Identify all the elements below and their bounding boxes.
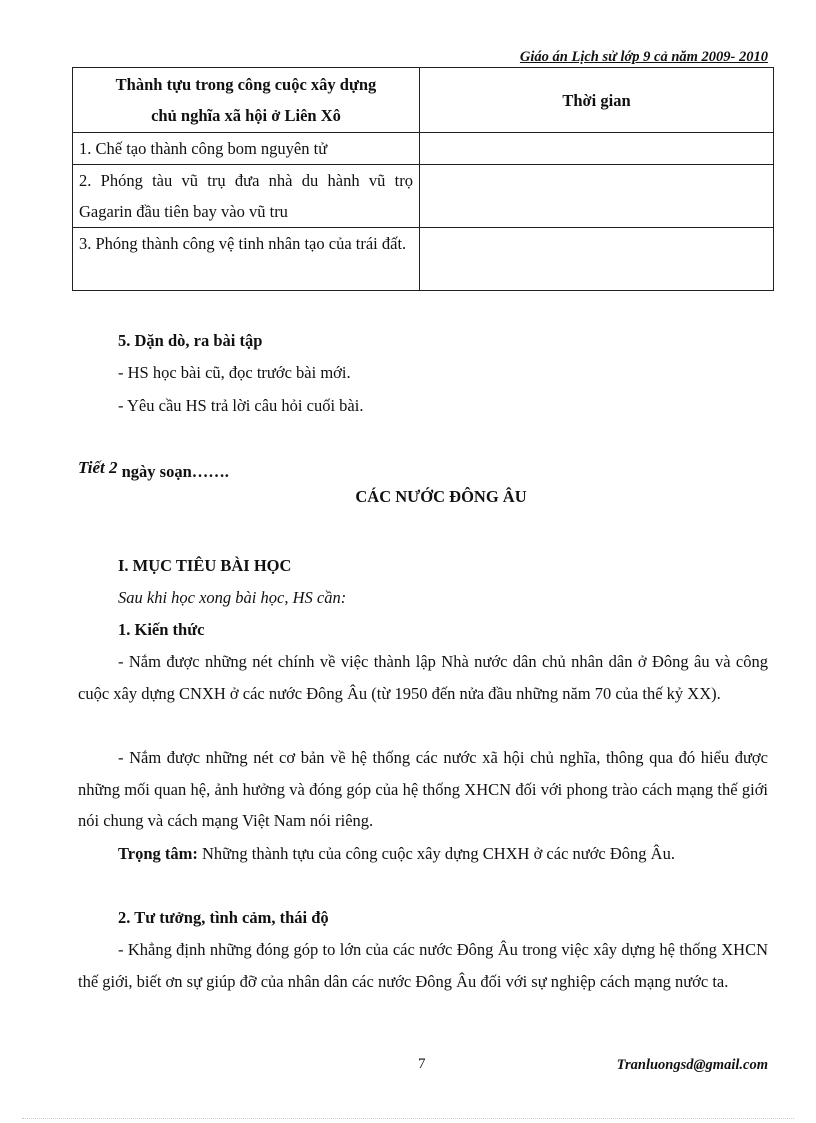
achievement-cell: 3. Phóng thành công vệ tinh nhân tạo của trái đất. bbox=[73, 228, 420, 291]
focus-paragraph bbox=[78, 838, 768, 870]
time-cell bbox=[420, 228, 774, 291]
focus-label: Trọng tâm: bbox=[118, 844, 198, 863]
attitude-paragraph: - Khẳng định những đóng góp to lớn của các nước Đông Âu trong việc xây dựng hệ thống XHCN thế giới, biết ơn sự giúp đỡ của nhân dân các nước Đông Âu đối với sự nghiệp cách mạng nước ta. bbox=[78, 940, 768, 991]
lesson-title: CÁC NƯỚC ĐÔNG ÂU bbox=[355, 487, 527, 506]
achievement-header-line2: chủ nghĩa xã hội ở Liên Xô bbox=[151, 106, 341, 125]
focus-text: Những thành tựu của công cuộc xây dựng CHXH ở các nước Đông Âu. bbox=[197, 844, 675, 863]
achievement-cell: 2. Phóng tàu vũ trụ đưa nhà du hành vũ trọ Gagarin đầu tiên bay vào vũ tru bbox=[73, 165, 420, 228]
homework-heading: 5. Dặn dò, ra bài tập bbox=[118, 331, 263, 350]
achievements-table bbox=[72, 67, 774, 291]
attitude-heading: 2. Tư tưởng, tình cảm, thái độ bbox=[118, 908, 329, 927]
homework-item: - Yêu cầu HS trả lời câu hỏi cuối bài. bbox=[118, 396, 364, 415]
achievement-cell: 1. Chế tạo thành công bom nguyên tử bbox=[73, 133, 420, 165]
knowledge-paragraph: - Nắm được những nét cơ bản về hệ thống các nước xã hội chủ nghĩa, thông qua đó hiểu được những mối quan hệ, ảnh hưởng và đóng góp của hệ thống XHCN đối với phong trào cách mạng thế giới nói chung và cách mạng Việt Nam nói riêng. bbox=[78, 748, 768, 830]
table-row bbox=[73, 165, 774, 228]
page-divider bbox=[22, 1118, 794, 1119]
achievement-column-header bbox=[73, 68, 420, 133]
table-header-row bbox=[73, 68, 774, 133]
table-row bbox=[73, 228, 774, 291]
knowledge-heading: 1. Kiến thức bbox=[118, 620, 205, 639]
running-header: Giáo án Lịch sử lớp 9 cả năm 2009- 2010 bbox=[519, 49, 768, 65]
homework-item: - HS học bài cũ, đọc trước bài mới. bbox=[118, 363, 351, 382]
objectives-intro: Sau khi học xong bài học, HS cần: bbox=[118, 588, 347, 607]
lesson-label: Tiết 2 bbox=[78, 458, 118, 477]
lesson-line bbox=[78, 458, 229, 481]
knowledge-paragraph: - Nắm được những nét chính về việc thành lập Nhà nước dân chủ nhân dân ở Đông âu và công cuộc xây dựng CNXH ở các nước Đông Âu (từ 1950 đến nửa đầu những năm 70 của thế kỷ XX). bbox=[78, 652, 768, 703]
achievement-header-line1: Thành tựu trong công cuộc xây dựng bbox=[115, 75, 377, 94]
objectives-heading: I. MỤC TIÊU BÀI HỌC bbox=[118, 556, 292, 575]
footer-email: Tranluongsd@gmail.com bbox=[616, 1057, 768, 1073]
table-row bbox=[73, 133, 774, 165]
lesson-date: ngày soạn……. bbox=[121, 462, 229, 481]
time-column-header: Thời gian bbox=[420, 68, 774, 133]
time-cell bbox=[420, 133, 774, 165]
page-number: 7 bbox=[418, 1056, 426, 1072]
time-cell bbox=[420, 165, 774, 228]
